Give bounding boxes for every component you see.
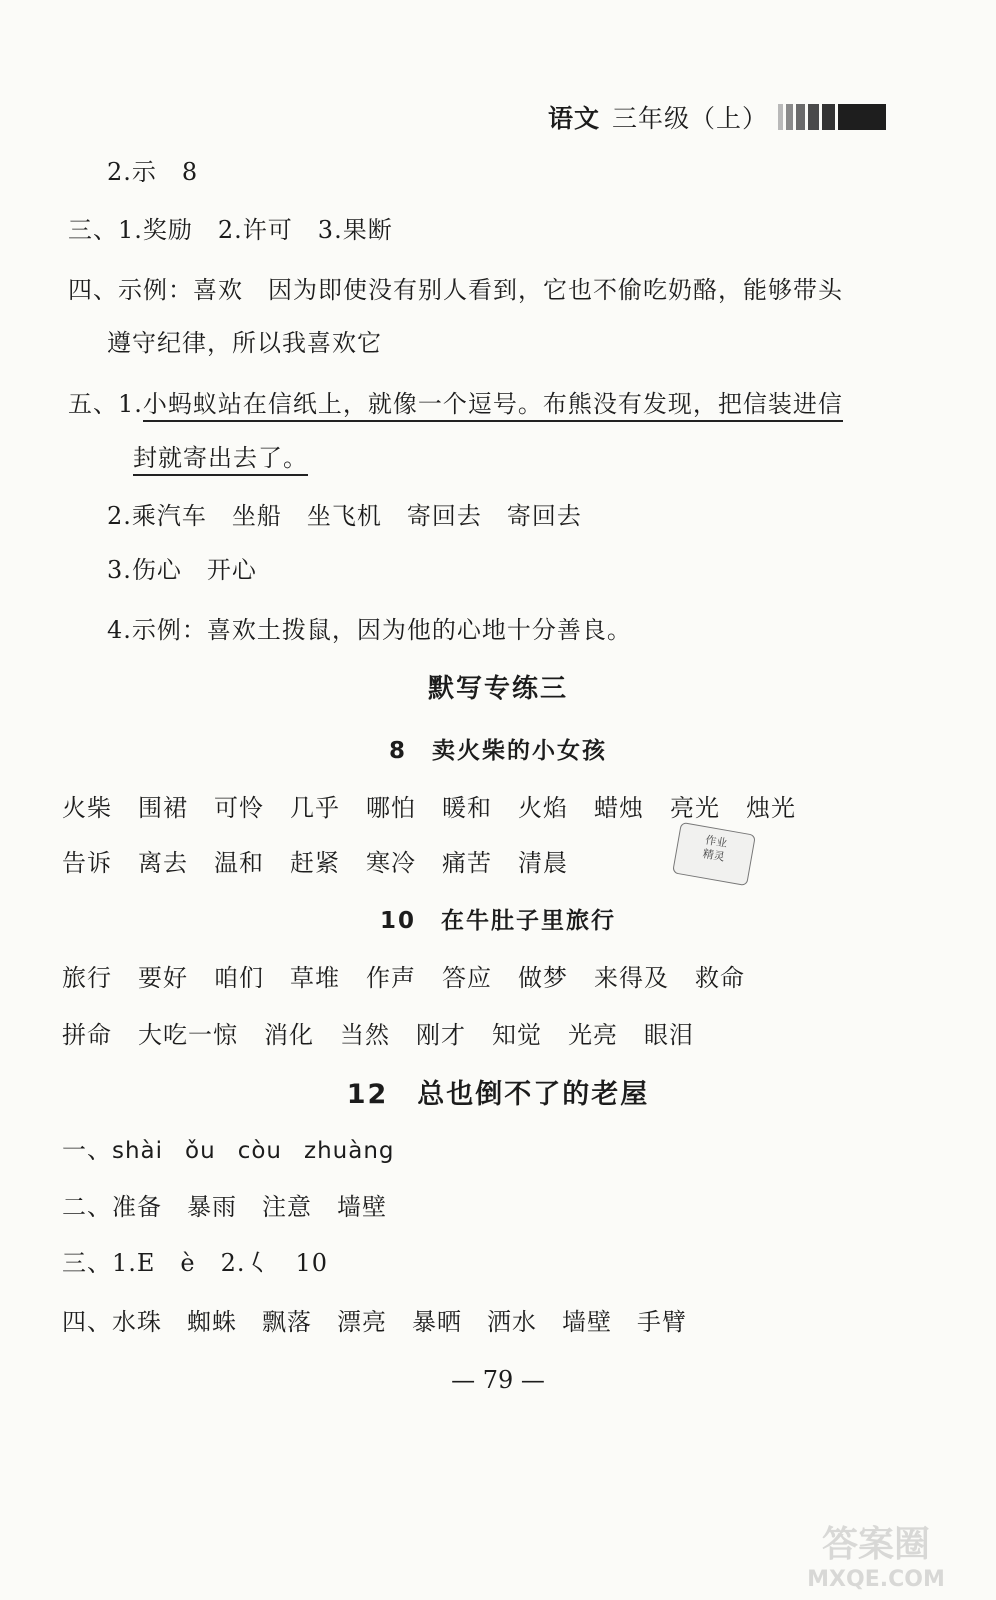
word: 清晨 xyxy=(518,849,568,877)
answer-line: 2.乘汽车 坐船 坐飞机 寄回去 寄回去 xyxy=(107,502,582,530)
question-number: 一、 xyxy=(62,1136,112,1164)
pinyin: còu xyxy=(237,1138,282,1164)
word-row xyxy=(62,843,594,878)
word: 几乎 xyxy=(290,794,340,822)
word: 草堆 xyxy=(290,964,340,992)
word-row xyxy=(62,1015,720,1050)
lesson-title: 12 总也倒不了的老屋 xyxy=(346,1079,650,1110)
word: 赶紧 xyxy=(290,849,340,877)
word: 咱们 xyxy=(214,964,264,992)
word: 作声 xyxy=(366,964,416,992)
svg-text:答案圈: 答案圈 xyxy=(821,1524,931,1565)
answer-line-underlined xyxy=(133,438,308,473)
watermark-logo xyxy=(776,1514,976,1594)
lesson-title: 8 卖火柴的小女孩 xyxy=(388,738,607,764)
answer-line: 4.示例：喜欢土拨鼠，因为他的心地十分善良。 xyxy=(107,616,632,644)
pinyin: ǒu xyxy=(185,1138,216,1164)
word: 离去 xyxy=(138,849,188,877)
word: 痛苦 xyxy=(442,849,492,877)
svg-text:MXQE.COM: MXQE.COM xyxy=(807,1567,945,1592)
page-header xyxy=(548,100,886,134)
answer-line: 四、示例：喜欢 因为即使没有别人看到，它也不偷吃奶酪，能够带头 xyxy=(68,276,843,304)
answer-line-pinyin xyxy=(62,1130,417,1165)
word: 暖和 xyxy=(442,794,492,822)
answer-line: 三、1.E è 2.𡿨 10 xyxy=(62,1249,329,1277)
subject-label: 语文 xyxy=(548,104,601,133)
word: 火焰 xyxy=(518,794,568,822)
word: 知觉 xyxy=(492,1021,542,1049)
word: 可怜 xyxy=(214,794,264,822)
word: 消化 xyxy=(264,1021,314,1049)
pinyin: shài xyxy=(112,1138,164,1164)
word: 寒冷 xyxy=(366,849,416,877)
underlined-sentence: 小蚂蚁站在信纸上，就像一个逗号。布熊没有发现，把信装进信 xyxy=(143,390,843,422)
word: 当然 xyxy=(340,1021,390,1049)
answer-line: 遵守纪律，所以我喜欢它 xyxy=(107,329,382,357)
word: 刚才 xyxy=(416,1021,466,1049)
word: 温和 xyxy=(214,849,264,877)
page-number: — 79 — xyxy=(451,1366,545,1394)
stamp-logo: 作业 精灵 xyxy=(672,822,756,886)
answer-line: 二、准备 暴雨 注意 墙壁 xyxy=(62,1193,387,1221)
grade-label: 三年级（上） xyxy=(612,104,769,133)
word: 答应 xyxy=(442,964,492,992)
answer-line: 2.示 8 xyxy=(107,158,199,186)
underlined-sentence: 封就寄出去了。 xyxy=(133,444,308,476)
pinyin-group xyxy=(112,1138,417,1164)
answer-line-underlined xyxy=(68,384,843,419)
word: 救命 xyxy=(695,964,745,992)
word: 光亮 xyxy=(568,1021,618,1049)
section-title: 默写专练三 xyxy=(427,674,568,704)
lesson-title: 10 在牛肚子里旅行 xyxy=(379,908,616,934)
word: 来得及 xyxy=(594,964,669,992)
answer-line: 3.伤心 开心 xyxy=(107,556,257,584)
word: 围裙 xyxy=(138,794,188,822)
word: 旅行 xyxy=(62,964,112,992)
word: 亮光 xyxy=(670,794,720,822)
answer-line: 三、1.奖励 2.许可 3.果断 xyxy=(68,216,393,244)
word-row xyxy=(62,788,822,823)
word: 烛光 xyxy=(746,794,796,822)
word: 哪怕 xyxy=(366,794,416,822)
question-number: 五、1. xyxy=(68,390,143,418)
word: 大吃一惊 xyxy=(138,1021,238,1049)
word: 拼命 xyxy=(62,1021,112,1049)
header-decoration-bars xyxy=(778,104,886,130)
word-row xyxy=(62,958,771,993)
pinyin: zhuàng xyxy=(304,1138,395,1164)
word: 告诉 xyxy=(62,849,112,877)
word: 眼泪 xyxy=(644,1021,694,1049)
word: 做梦 xyxy=(518,964,568,992)
answer-line: 四、水珠 蜘蛛 飘落 漂亮 暴晒 洒水 墙壁 手臂 xyxy=(62,1308,687,1336)
word: 要好 xyxy=(138,964,188,992)
word: 蜡烛 xyxy=(594,794,644,822)
word: 火柴 xyxy=(62,794,112,822)
